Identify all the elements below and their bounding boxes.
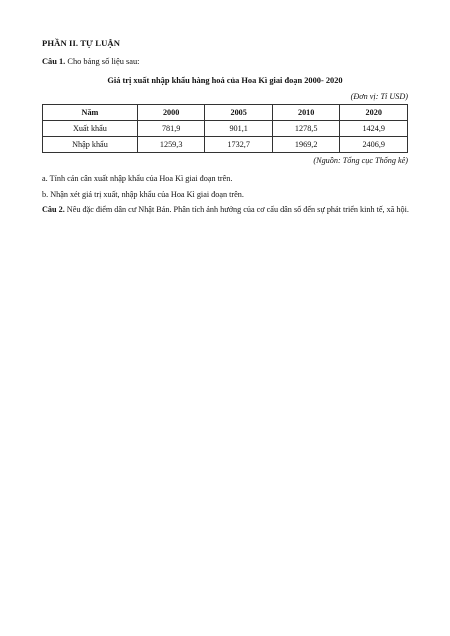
- table-cell: 2406,9: [340, 137, 408, 153]
- table-title: Giá trị xuất nhập khẩu hàng hoá của Hoa Kì giai đoạn 2000- 2020: [107, 76, 343, 85]
- question-1-part-b: b. Nhận xét giá trị xuất, nhập khẩu của Hoa Kì giai đoạn trên.: [42, 190, 244, 199]
- table-cell: 1259,3: [137, 137, 205, 153]
- question-1-intro: [42, 57, 140, 66]
- table-header-cell: 2005: [205, 105, 273, 121]
- table-cell: 1732,7: [205, 137, 273, 153]
- table-cell: 1969,2: [272, 137, 340, 153]
- table-header-cell: 2000: [137, 105, 205, 121]
- table-cell: Xuất khẩu: [43, 121, 138, 137]
- table-source: (Nguồn: Tổng cục Thống kê): [313, 156, 408, 165]
- question-1-part-a: a. Tính cán cân xuất nhập khẩu của Hoa Kì giai đoạn trên.: [42, 174, 233, 183]
- table-cell: Nhập khẩu: [43, 137, 138, 153]
- section-title: PHẦN II. TỰ LUẬN: [42, 38, 120, 48]
- question-1-label: Câu 1.: [42, 57, 66, 66]
- question-2-text: Nêu đặc điểm dân cư Nhật Bản. Phân tích ảnh hưởng của cơ cấu dân số đến sự phát triển kinh tế, xã hội.: [64, 205, 409, 214]
- table-header-cell: 2020: [340, 105, 408, 121]
- question-2: [42, 203, 410, 216]
- table-cell: 1424,9: [340, 121, 408, 137]
- table-cell: 1278,5: [272, 121, 340, 137]
- table-row: [43, 121, 408, 137]
- table-cell: 781,9: [137, 121, 205, 137]
- table-header-row: [43, 105, 408, 121]
- table-header-cell: Năm: [43, 105, 138, 121]
- table-header-cell: 2010: [272, 105, 340, 121]
- table-unit: (Đơn vị: Tỉ USD): [350, 92, 408, 101]
- table-cell: 901,1: [205, 121, 273, 137]
- data-table: [42, 104, 408, 153]
- question-1-text: Cho bảng số liệu sau:: [65, 57, 140, 66]
- table-row: [43, 137, 408, 153]
- question-2-label: Câu 2.: [42, 205, 65, 214]
